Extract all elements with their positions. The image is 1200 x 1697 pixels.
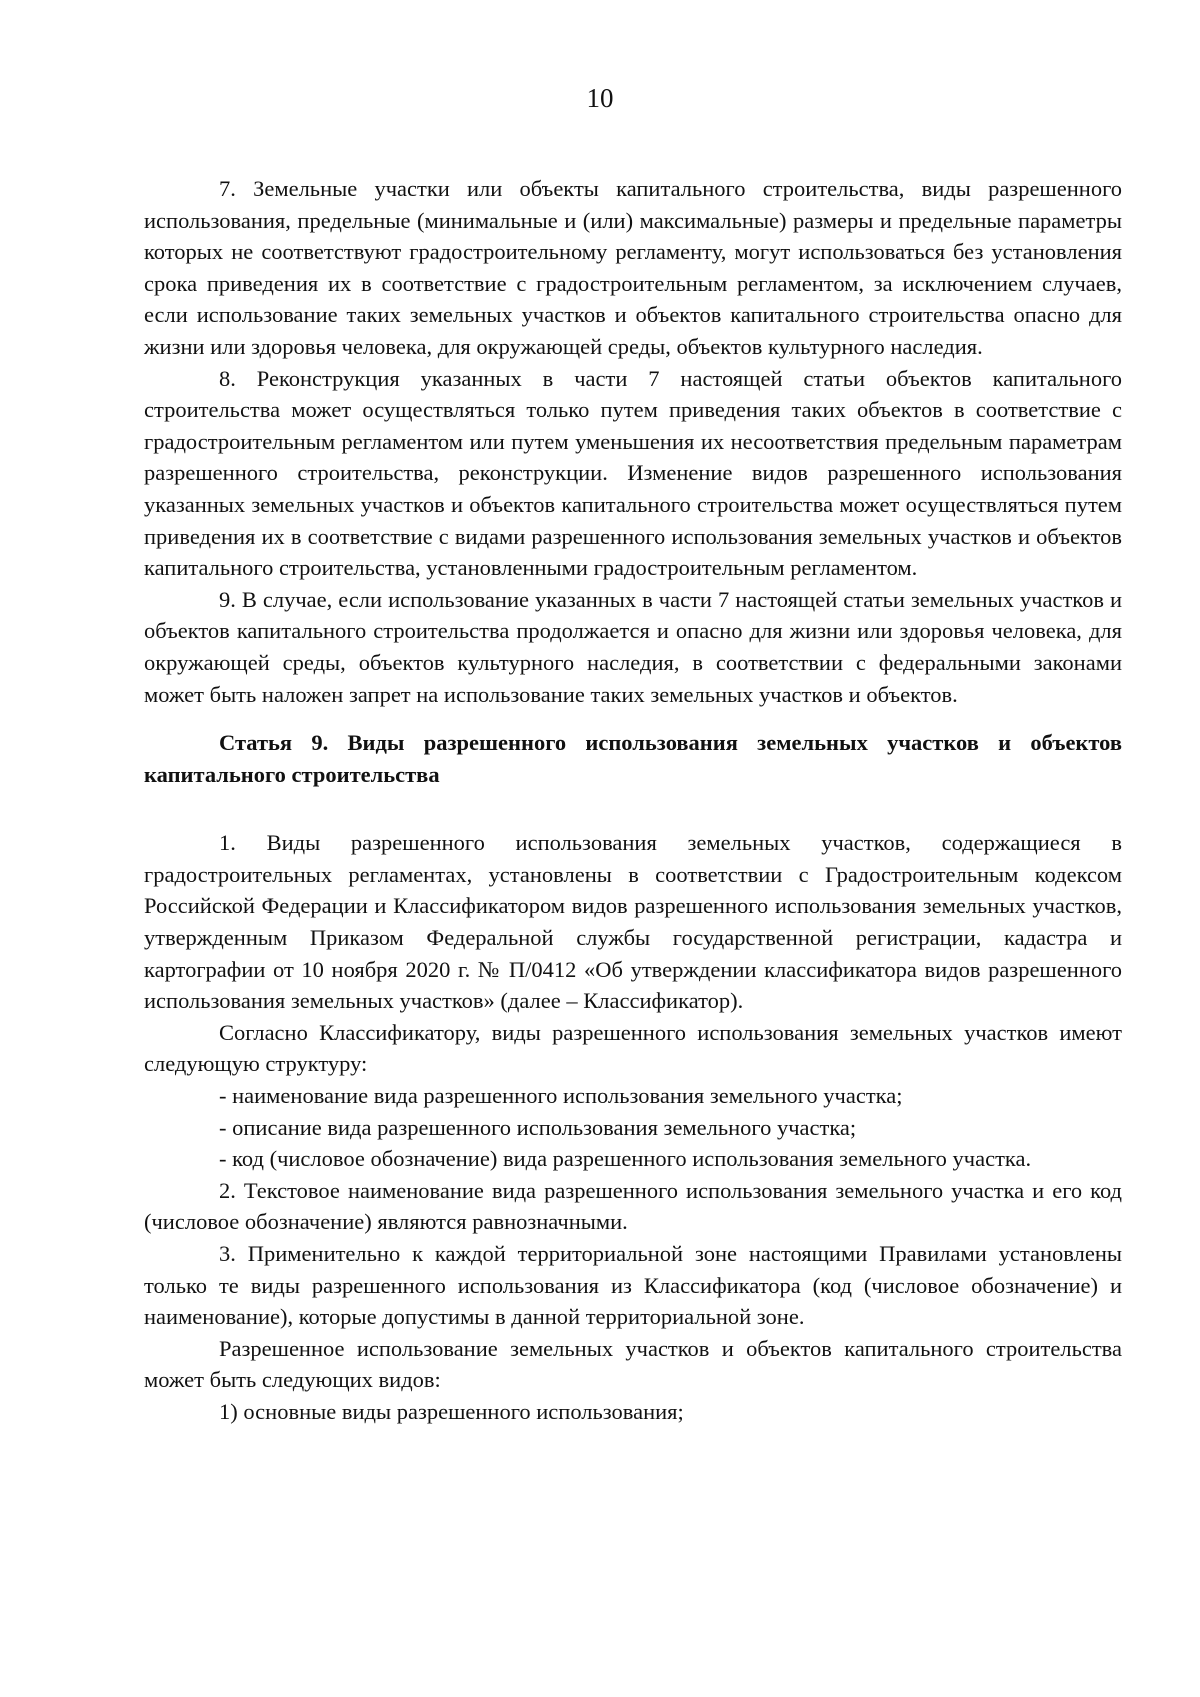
paragraph-7: 7. Земельные участки или объекты капитального строительства, виды разрешенного использования, предельные (минимальные и (или) максимальные) размеры и предельные параметры которых не соответствуют градостроительному регламенту, могут использоваться без установления срока приведения их в соответствие с градостроительным регламентом, за исключением случаев, если использование таких земельных участков и объектов капитального строительства опасно для жизни или здоровья человека, для окружающей среды, объектов культурного наследия.	[144, 176, 1122, 359]
paragraph-8: 8. Реконструкция указанных в части 7 настоящей статьи объектов капитального строительства может осуществляться только путем приведения таких объектов в соответствие с градостроительным регламентом или путем уменьшения их несоответствия предельным параметрам разрешенного строительства, реконструкции. Изменение видов разрешенного использования указанных земельных участков и объектов капитального строительства может осуществляться путем приведения их в соответствие с видами разрешенного использования земельных участков и объектов капитального строительства, установленными градостроительным регламентом.	[144, 365, 1122, 581]
list-item: - описание вида разрешенного использования земельного участка;	[219, 1114, 857, 1140]
paragraph-article9-3: 3. Применительно к каждой территориальной зоне настоящими Правилами установлены только те виды разрешенного использования из Классификатора (код (числовое обозначение) и наименование), которые допустимы в данной территориальной зоне.	[144, 1241, 1122, 1330]
paragraph-9: 9. В случае, если использование указанных в части 7 настоящей статьи земельных участков и объектов капитального строительства продолжается и опасно для жизни или здоровья человека, для окружающей среды, объектов культурного наследия, в соответствии с федеральными законами может быть наложен запрет на использование таких земельных участков и объектов.	[144, 586, 1122, 707]
paragraph-allowed-use-types: Разрешенное использование земельных участков и объектов капитального строительства может быть следующих видов:	[144, 1335, 1122, 1393]
document-body	[144, 173, 1122, 1428]
page-number: 10	[586, 83, 614, 113]
list-item: - код (числовое обозначение) вида разрешенного использования земельного участка.	[219, 1146, 1032, 1172]
article-heading: Статья 9. Виды разрешенного использования земельных участков и объектов капитального строительства	[144, 730, 1122, 787]
list-item: - наименование вида разрешенного использования земельного участка;	[219, 1083, 903, 1109]
paragraph-article9-2: 2. Текстовое наименование вида разрешенного использования земельного участка и его код (числовое обозначение) являются равнозначными.	[144, 1177, 1122, 1235]
list-item: 1) основные виды разрешенного использования;	[219, 1398, 684, 1424]
paragraph-article9-1: 1. Виды разрешенного использования земельных участков, содержащиеся в градостроительных регламентах, установлены в соответствии с Градостроительным кодексом Российской Федерации и Классификатором видов разрешенного использования земельных участков, утвержденным Приказом Федеральной службы государственной регистрации, кадастра и картографии от 10 ноября 2020 г. № П/0412 «Об утверждении классификатора видов разрешенного использования земельных участков» (далее – Классификатор).	[144, 830, 1122, 1014]
paragraph-classifier-structure: Согласно Классификатору, виды разрешенного использования земельных участков имеют следующую структуру:	[144, 1019, 1122, 1077]
